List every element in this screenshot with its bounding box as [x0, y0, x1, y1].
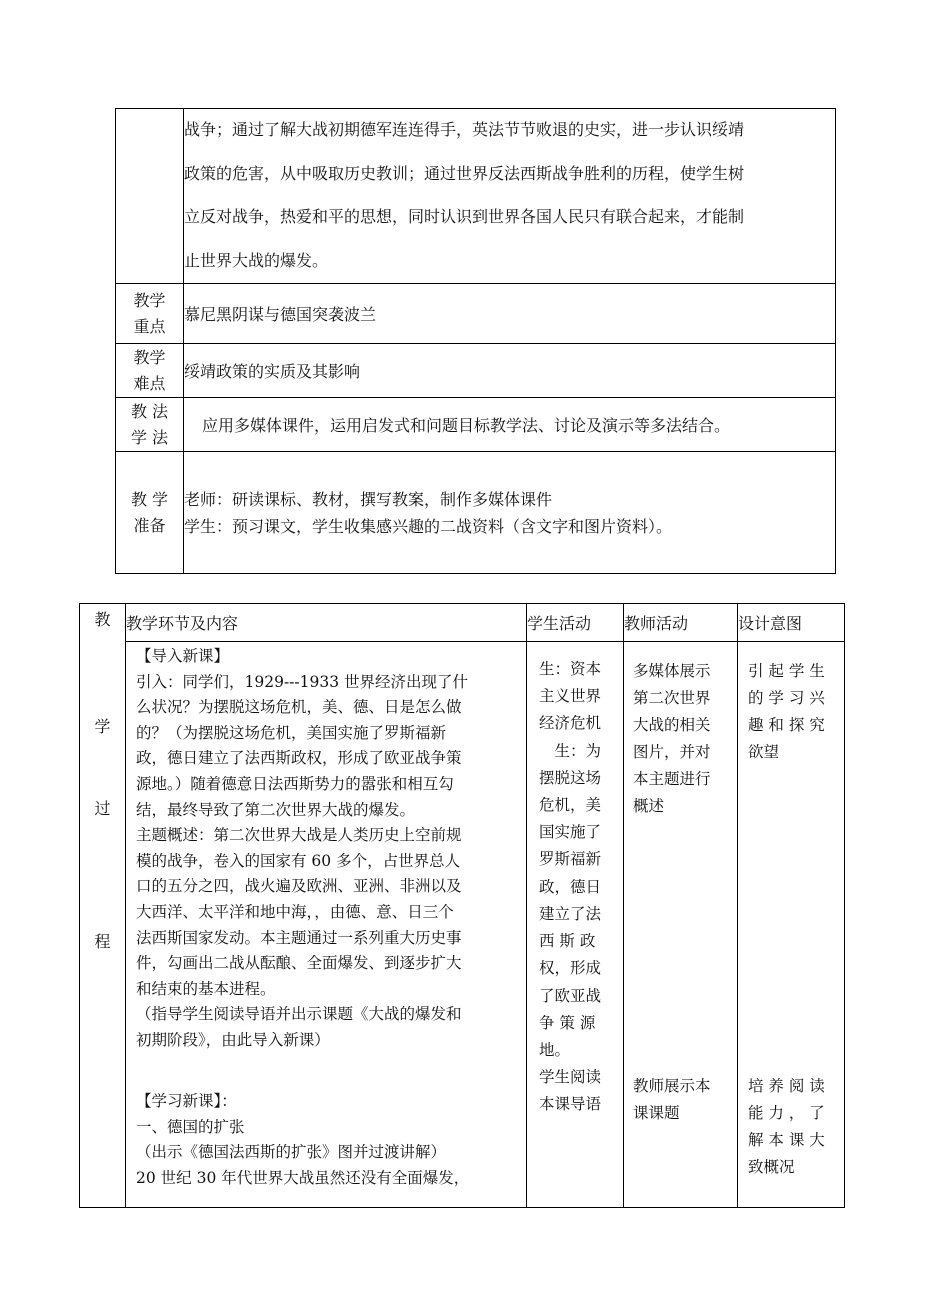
intent-line: 培 养 阅 读	[748, 1077, 825, 1096]
content-line: 源地。）随着德意日法西斯势力的嚣张和相互勾	[136, 775, 454, 794]
student-line: 主义世界	[539, 687, 602, 706]
side-char: 学	[94, 717, 111, 736]
difficult-point-text: 绥靖政策的实质及其影响	[184, 344, 836, 398]
goals-label-cell	[116, 109, 184, 284]
goals-cell	[184, 109, 836, 284]
teacher-line: 第二次世界	[633, 689, 711, 708]
student-line: 生：为	[539, 741, 602, 760]
student-line: 权，形成	[539, 959, 602, 978]
difficult-point-label: 教学 难点	[116, 344, 184, 398]
content-line: 主题概述：第二次世界大战是人类历史上空前规	[136, 826, 462, 845]
student-line: 本课导语	[539, 1095, 602, 1114]
side-char: 教	[94, 610, 111, 629]
intent-line: 致概况	[748, 1158, 795, 1177]
side-char: 过	[94, 799, 111, 818]
teacher-line: 课课题	[633, 1104, 680, 1123]
content-line: 模的战争，卷入的国家有 60 多个，占世界总人	[136, 851, 461, 870]
content-line: 口的五分之四，战火遍及欧洲、亚洲、非洲以及	[136, 877, 462, 896]
student-line: 西 斯 政	[539, 932, 596, 951]
content-line: 初期阶段》，由此导入新课）	[136, 1030, 330, 1049]
student-line: 危机，美	[539, 796, 602, 815]
content-line: 大西洋、太平洋和地中海，，由德、意、日三个	[136, 903, 454, 921]
intent-line: 趣 和 探 究	[748, 716, 825, 735]
methods-text: 应用多媒体课件，运用启发式和问题目标教学法、讨论及演示等多法结合。	[184, 398, 836, 452]
student-activity-cell	[527, 642, 624, 1208]
student-line: 摆脱这场	[539, 768, 602, 787]
student-line: 地。	[539, 1040, 571, 1059]
design-intent-cell	[738, 642, 845, 1208]
content-line: 引入：同学们，1929---1933 世界经济出现了什	[136, 672, 469, 691]
content-line: 【导入新课】	[136, 647, 230, 666]
content-line: 政，德日建立了法西斯政权，形成了欧亚战争策	[136, 749, 462, 768]
content-line: 结，最终导致了第二次世界大战的爆发。	[136, 800, 416, 819]
preparation-text	[184, 452, 836, 574]
content-line: 和结束的基本进程。	[136, 979, 276, 998]
header-intent: 设计意图	[738, 604, 845, 642]
teacher-line: 教师展示本	[633, 1077, 711, 1096]
process-side-label	[80, 604, 126, 1208]
objectives-table	[115, 108, 836, 574]
content-line: 件，勾画出二战从酝酿、全面爆发、到逐步扩大	[136, 954, 462, 973]
student-line: 经济危机	[539, 714, 602, 733]
content-line: 么状况？为摆脱这场危机，美、德、日是怎么做	[136, 698, 462, 717]
teacher-activity-cell	[624, 642, 738, 1208]
student-line: 学生阅读	[539, 1068, 602, 1087]
goals-line: 政策的危害，从中吸取历史教训；通过世界反法西斯战争胜利的历程，使学生树	[184, 163, 745, 183]
teacher-line: 概述	[633, 797, 665, 816]
content-line: （出示《德国法西斯的扩张》图并过渡讲解）	[136, 1143, 447, 1162]
methods-label: 教 法 学 法	[116, 398, 184, 452]
student-line: 政，德日	[539, 877, 602, 896]
student-line: 建立了法	[539, 904, 602, 923]
teacher-line: 图片，并对	[633, 743, 711, 762]
student-line: 生：资本	[539, 660, 602, 679]
intent-line: 解 本 课 大	[748, 1131, 825, 1150]
content-line: （指导学生阅读导语并出示课题《大战的爆发和	[136, 1005, 462, 1024]
side-char: 程	[94, 932, 111, 951]
content-line: 20 世纪 30 年代世界大战虽然还没有全面爆发，	[136, 1168, 470, 1187]
preparation-teacher: 老师：研读课标、教材，撰写教案，制作多媒体课件	[184, 489, 553, 509]
content-line: 【学习新课】：	[136, 1092, 237, 1111]
goals-line: 立反对战争，热爱和平的思想，同时认识到世界各国人民只有联合起来，才能制	[184, 207, 745, 226]
student-line: 罗斯福新	[539, 850, 602, 869]
preparation-student: 学生：预习课文，学生收集感兴趣的二战资料（含文字和图片资料）。	[184, 516, 673, 536]
content-cell	[126, 642, 527, 1208]
content-line: 一、德国的扩张	[136, 1117, 245, 1136]
goals-line: 止世界大战的爆发。	[184, 250, 329, 270]
process-table	[79, 603, 845, 1208]
teacher-line: 本主题进行	[633, 770, 711, 789]
preparation-label: 教 学 准备	[116, 452, 184, 574]
intent-line: 引 起 学 生	[748, 662, 825, 681]
header-teacher: 教师活动	[624, 604, 738, 642]
teacher-line: 多媒体展示	[633, 662, 711, 681]
student-line: 争 策 源	[539, 1013, 596, 1032]
content-line	[136, 1054, 522, 1080]
intent-line: 的 学 习 兴	[748, 689, 825, 708]
content-line: 法西斯国家发动。本主题通过一系列重大历史事	[136, 928, 462, 947]
header-student: 学生活动	[527, 604, 624, 642]
intent-line: 欲望	[748, 743, 780, 762]
content-line: 的？（为摆脱这场危机，美国实施了罗斯福新	[136, 723, 447, 742]
student-line: 国实施了	[539, 823, 602, 842]
intent-line: 能 力 ， 了	[748, 1104, 825, 1123]
key-point-text: 慕尼黑阴谋与德国突袭波兰	[184, 284, 836, 344]
student-line: 了欧亚战	[539, 986, 602, 1005]
key-point-label: 教学 重点	[116, 284, 184, 344]
header-content: 教学环节及内容	[126, 604, 527, 642]
goals-line: 战争；通过了解大战初期德军连连得手，英法节节败退的史实，进一步认识绥靖	[184, 120, 745, 139]
teacher-line: 大战的相关	[633, 716, 711, 735]
